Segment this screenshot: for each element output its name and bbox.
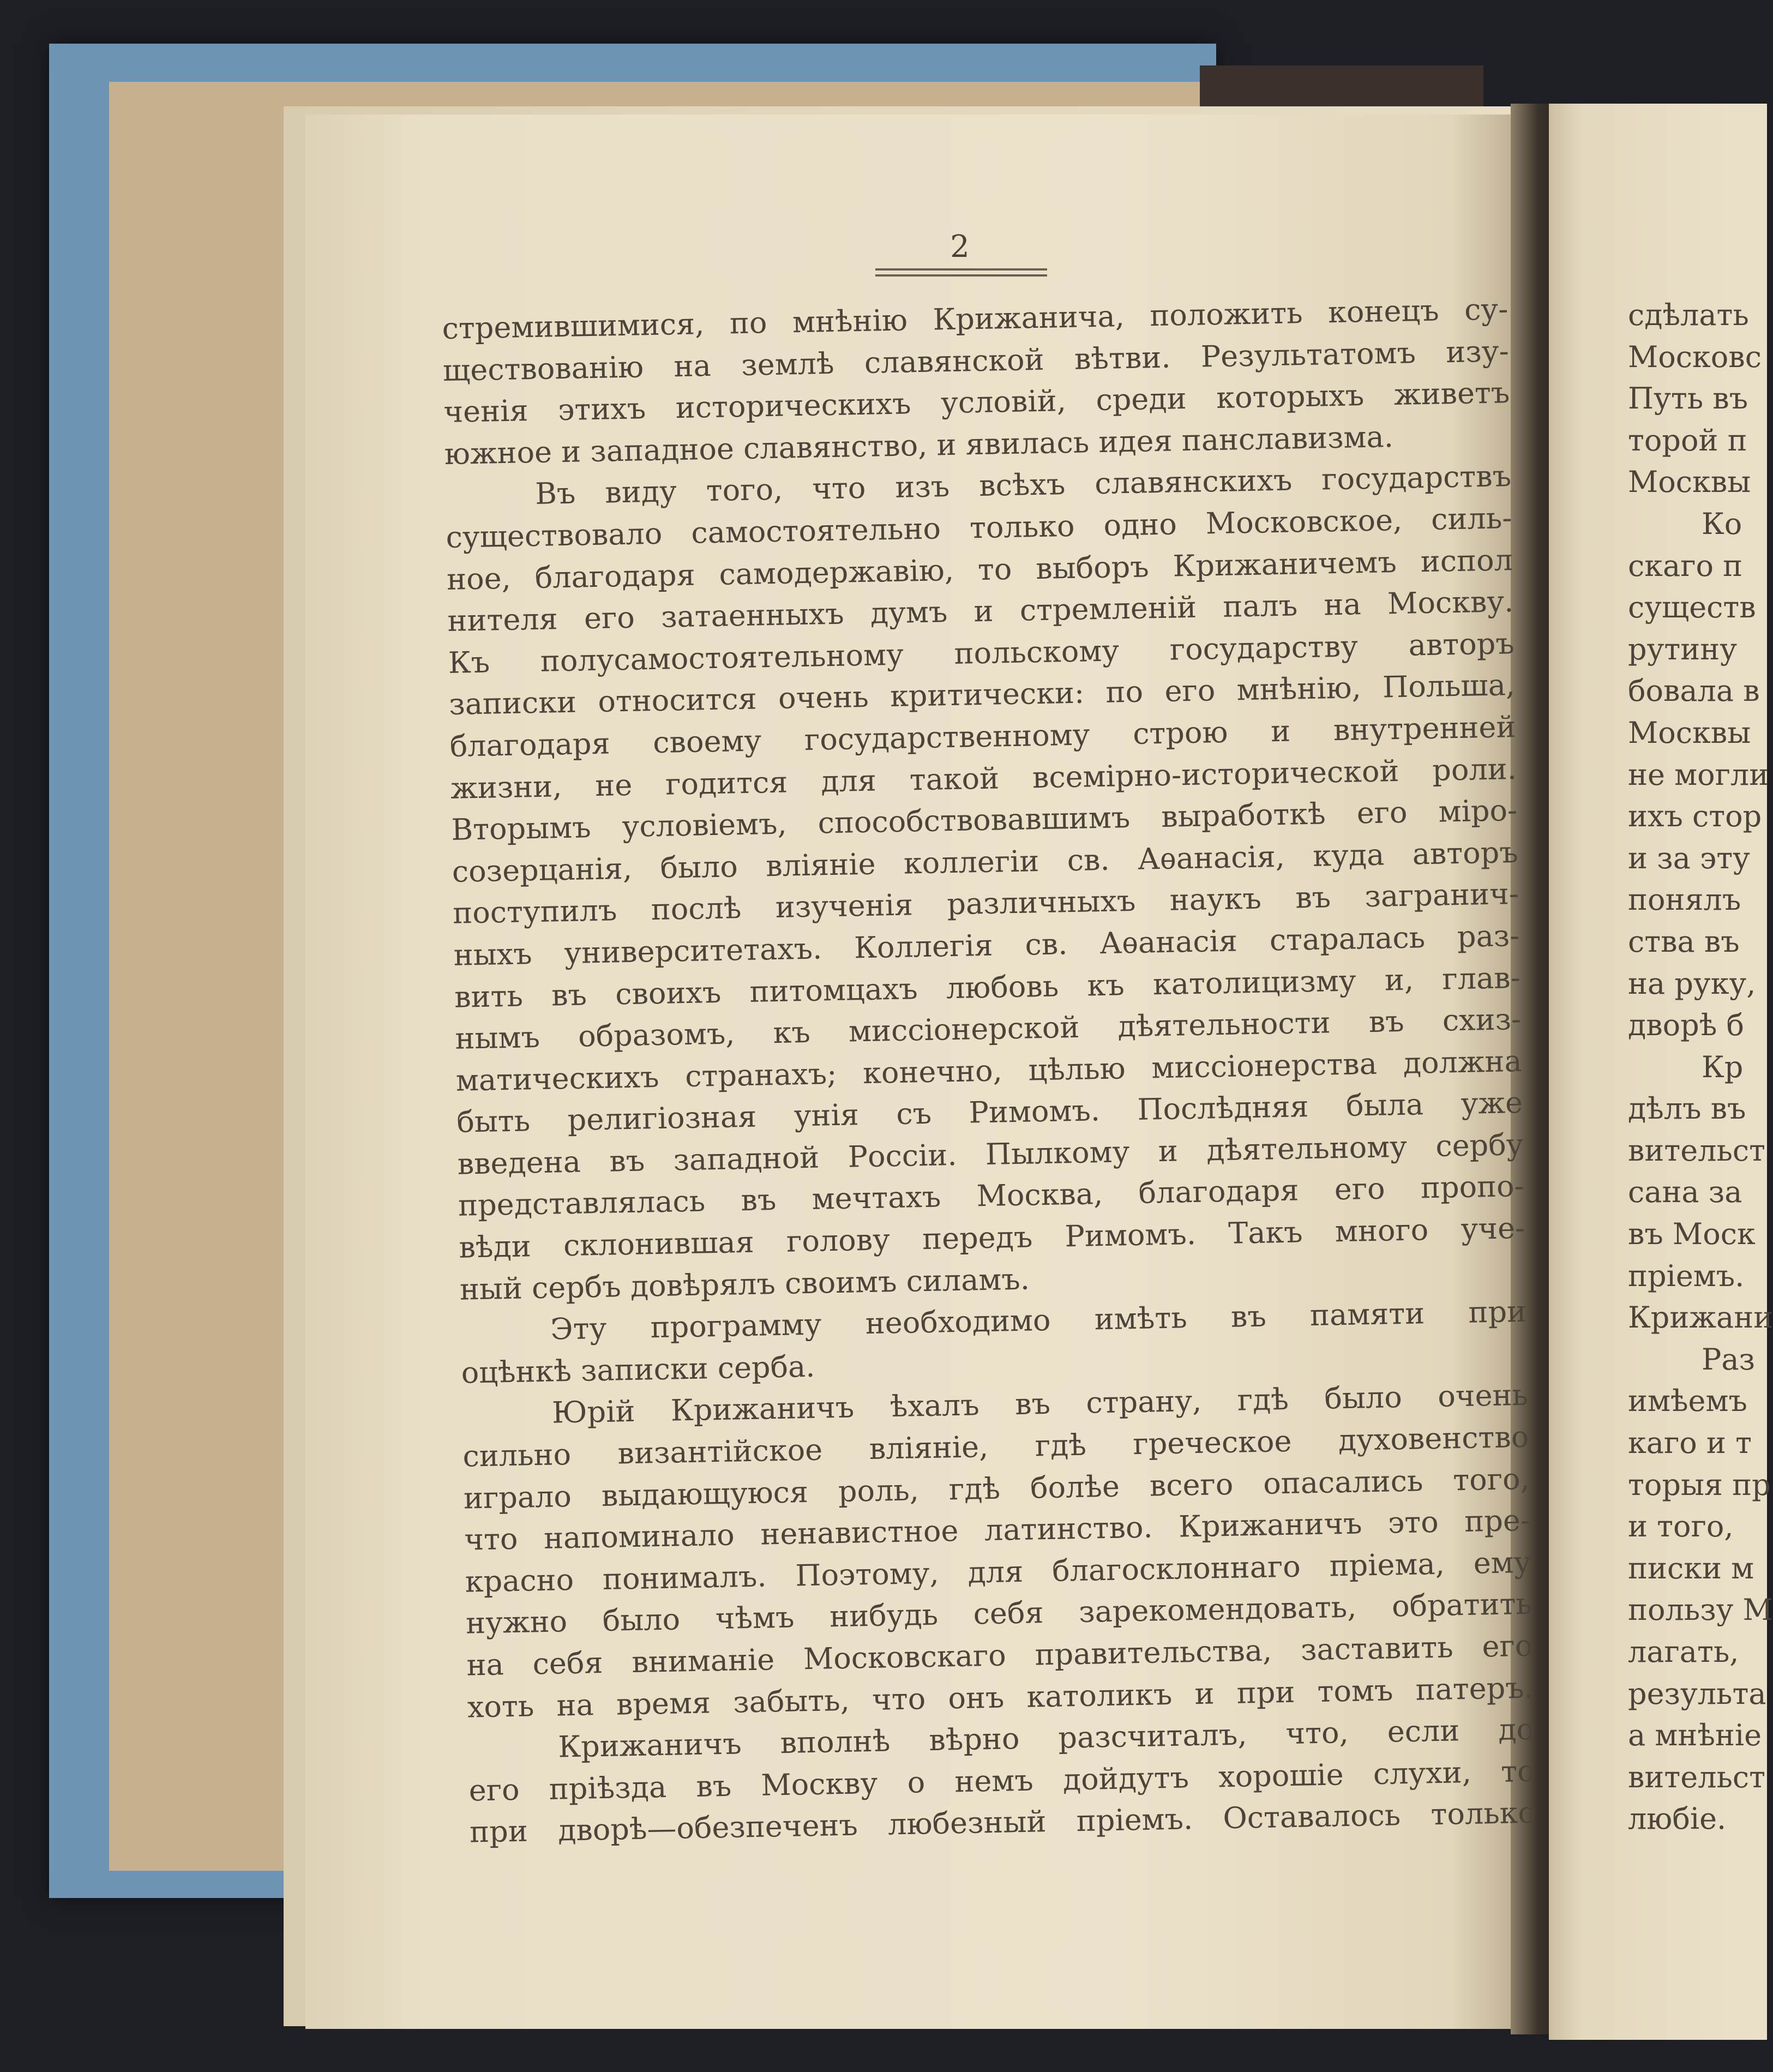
text-line: нителя его затаенныхъ думъ и стремленій палъ на Москву. bbox=[447, 584, 1514, 639]
page-number: 2 bbox=[950, 229, 970, 265]
text-line: хоть на время забыть, что онъ католикъ и при томъ патеръ. bbox=[467, 1670, 1534, 1725]
text-line: сдѣлать bbox=[1628, 298, 1749, 332]
text-line: Ко bbox=[1702, 506, 1742, 541]
text-line: лагать, bbox=[1628, 1635, 1739, 1669]
text-line: южное и западное славянство, и явилась идея панславизма. bbox=[444, 419, 1394, 471]
text-line: введена въ западной Россіи. Пылкому и дѣятельному сербу bbox=[457, 1127, 1524, 1181]
page-number-rule-bottom bbox=[875, 274, 1047, 277]
text-line: бовала в bbox=[1628, 674, 1760, 708]
text-line: не могли bbox=[1628, 757, 1769, 792]
text-line: торой п bbox=[1628, 423, 1747, 458]
text-line: поступилъ послѣ изученія различныхъ наукъ въ загранич- bbox=[452, 876, 1519, 931]
text-line: въ Моск bbox=[1628, 1217, 1756, 1252]
text-line: при дворѣ—обезпеченъ любезный пріемъ. Оставалось только bbox=[469, 1795, 1536, 1849]
text-line: представлялась въ мечтахъ Москва, благодаря его пропо- bbox=[458, 1169, 1525, 1223]
text-line: Въ виду того, что изъ всѣхъ славянскихъ государствъ bbox=[534, 459, 1512, 512]
page-number-rule-top bbox=[875, 268, 1047, 271]
text-line: пріемъ. bbox=[1628, 1258, 1745, 1293]
text-line: Крижани bbox=[1628, 1300, 1773, 1335]
text-line: и того, bbox=[1628, 1509, 1734, 1544]
text-line: оцѣнкѣ записки серба. bbox=[461, 1349, 815, 1390]
left-page-text bbox=[442, 289, 1536, 1853]
text-line: ства въ bbox=[1628, 924, 1740, 959]
text-line: нымъ образомъ, къ миссіонерской дѣятельности въ схиз- bbox=[454, 1002, 1522, 1056]
right-page-text bbox=[1628, 295, 1773, 1840]
text-line: созерцанія, было вліяніе коллегіи св. Аѳанасія, куда авторъ bbox=[452, 834, 1519, 889]
text-line: Москвы bbox=[1628, 715, 1751, 750]
text-line: писки м bbox=[1628, 1551, 1754, 1585]
text-line: Московс bbox=[1628, 339, 1762, 374]
text-line: ченія этихъ историческихъ условій, среди которыхъ живетъ bbox=[443, 375, 1510, 430]
text-line: пользу М bbox=[1628, 1593, 1773, 1627]
text-line: вить въ своихъ питомцахъ любовь къ католицизму и, глав- bbox=[454, 960, 1521, 1014]
text-line: результа bbox=[1628, 1676, 1766, 1711]
text-line: сильно византійское вліяніе, гдѣ греческое духовенство bbox=[462, 1419, 1529, 1474]
text-line: сана за bbox=[1628, 1175, 1742, 1210]
text-line: записки относится очень критически: по его мнѣнію, Польша, bbox=[448, 668, 1516, 722]
text-line: играло выдающуюся роль, гдѣ болѣе всего опасались того, bbox=[463, 1461, 1530, 1516]
text-line: вительст bbox=[1628, 1133, 1766, 1168]
text-line: матическихъ странахъ; конечно, цѣлью миссіонерства должна bbox=[455, 1043, 1523, 1098]
text-line: дѣлъ въ bbox=[1628, 1091, 1746, 1126]
text-line: существ bbox=[1628, 590, 1756, 625]
text-line: Эту программу необходимо имѣть въ памяти при bbox=[550, 1294, 1527, 1347]
text-line: ный сербъ довѣрялъ своимъ силамъ. bbox=[459, 1262, 1030, 1307]
text-line: красно понималъ. Поэтому, для благосклоннаго пріема, ему bbox=[465, 1545, 1532, 1599]
text-line: имѣемъ bbox=[1628, 1384, 1747, 1419]
text-line: его пріѣзда въ Москву о немъ дойдутъ хорошіе слухи, то bbox=[468, 1753, 1536, 1808]
text-line: благодаря своему государственному строю и внутренней bbox=[449, 709, 1516, 764]
text-line: на себя вниманіе Московскаго правительства, заставить его bbox=[466, 1628, 1533, 1683]
text-line: Крижаничъ вполнѣ вѣрно разсчиталъ, что, если до bbox=[557, 1711, 1535, 1764]
text-line: Юрій Крижаничъ ѣхалъ въ страну, гдѣ было очень bbox=[551, 1378, 1529, 1431]
text-line: торыя пр bbox=[1628, 1467, 1771, 1502]
text-line: ществованію на землѣ славянской вѣтви. Результатомъ изу- bbox=[442, 333, 1510, 388]
text-line: Къ полусамостоятельному польскому государству авторъ bbox=[448, 626, 1515, 680]
text-line: любіе. bbox=[1628, 1801, 1727, 1836]
text-line: существовало самостоятельно только одно Московское, силь- bbox=[446, 501, 1512, 555]
text-line: на руку, bbox=[1628, 966, 1756, 1001]
text-line: быть религіозная унія съ Римомъ. Послѣдняя была уже bbox=[456, 1085, 1523, 1140]
text-line: дворѣ б bbox=[1628, 1008, 1744, 1043]
text-line: что напоминало ненавистное латинство. Крижаничъ это пре- bbox=[464, 1503, 1531, 1557]
text-line: рутину bbox=[1628, 632, 1737, 666]
text-line: Кр bbox=[1702, 1049, 1744, 1084]
text-line: вѣди склонившая голову передъ Римомъ. Такъ много уче- bbox=[458, 1210, 1525, 1265]
text-line: Путь въ bbox=[1628, 381, 1748, 416]
text-line: ныхъ университетахъ. Коллегія св. Аѳанасія старалась раз- bbox=[453, 918, 1520, 972]
text-line: ное, благодаря самодержавію, то выборъ Крижаничемъ испол bbox=[446, 542, 1513, 597]
text-line: жизни, не годится для такой всемірно-исторической роли. bbox=[450, 751, 1517, 806]
text-line: каго и т bbox=[1628, 1426, 1752, 1461]
text-line: Вторымъ условіемъ, способствовавшимъ выработкѣ его міро- bbox=[450, 793, 1518, 847]
text-line: Раз bbox=[1702, 1342, 1755, 1377]
text-line: ихъ стор bbox=[1628, 799, 1762, 834]
text-line: Москвы bbox=[1628, 465, 1751, 500]
text-line: и за эту bbox=[1628, 840, 1750, 875]
text-line: стремившимися, по мнѣнію Крижанича, положить конецъ су- bbox=[442, 292, 1508, 346]
text-line: нужно было чѣмъ нибудь себя зарекомендовать, обратить bbox=[465, 1587, 1532, 1641]
text-line: скаго п bbox=[1628, 548, 1743, 583]
text-line: понялъ bbox=[1628, 882, 1741, 917]
text-line: а мнѣніе bbox=[1628, 1718, 1762, 1753]
text-line: вительст bbox=[1628, 1759, 1766, 1794]
